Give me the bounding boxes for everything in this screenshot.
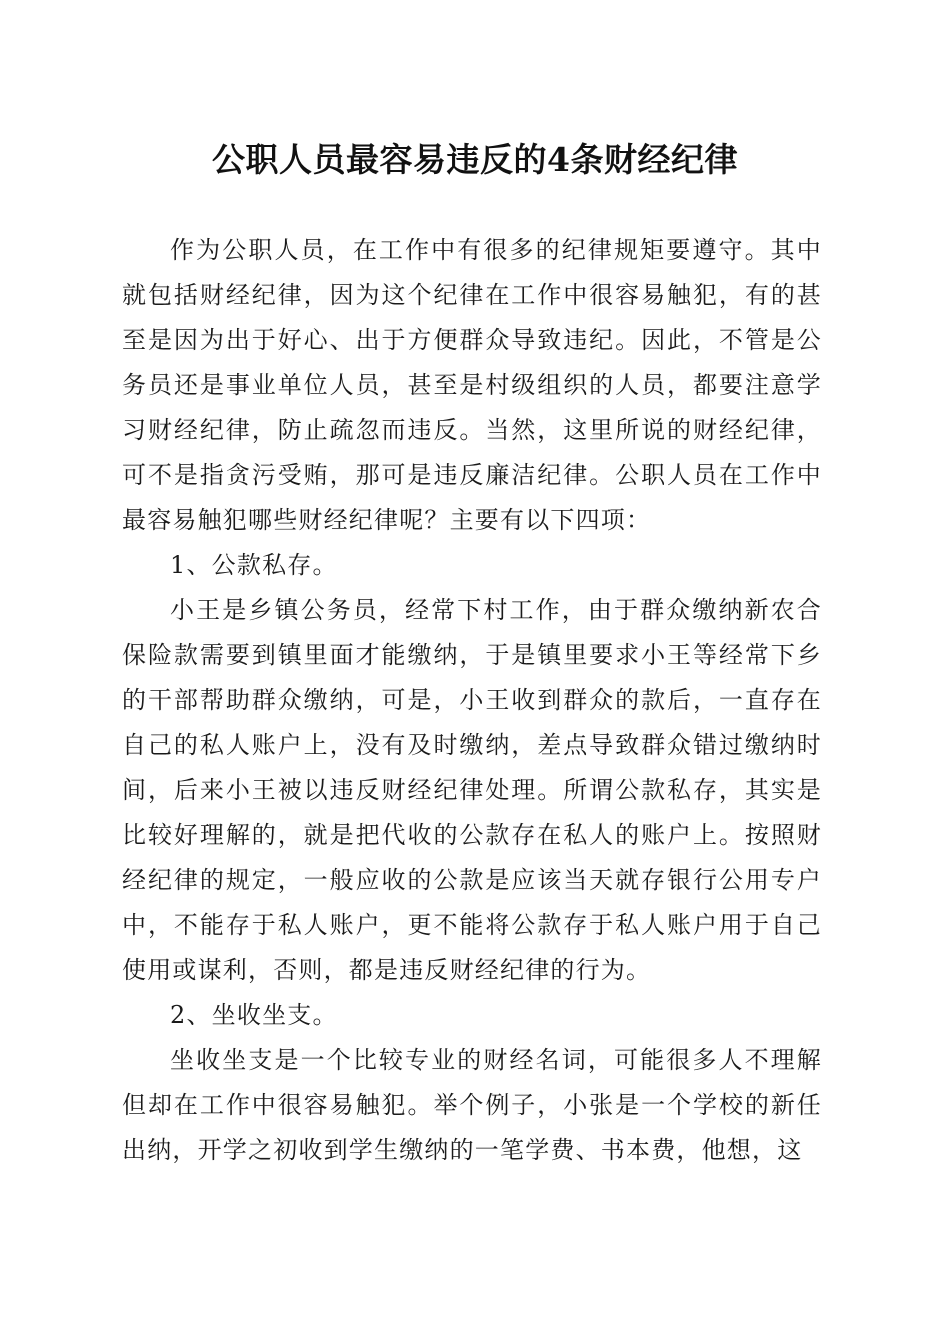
heading-item-2: 2、坐收坐支。 [170,1001,338,1029]
document-body [122,228,822,1173]
paragraph-intro: 作为公职人员，在工作中有很多的纪律规矩要遵守。其中就包括财经纪律，因为这个纪律在工作中很容易触犯，有的甚至是因为出于好心、出于方便群众导致违纪。因此，不管是公务员还是事业单位人员，甚至是村级组织的人员，都要注意学习财经纪律，防止疏忽而违反。当然，这里所说的财经纪律，可不是指贪污受贿，那可是违反廉洁纪律。公职人员在工作中最容易触犯哪些财经纪律呢？主要有以下四项： [122,236,822,534]
paragraph-item-1: 小王是乡镇公务员，经常下村工作，由于群众缴纳新农合保险款需要到镇里面才能缴纳，于是镇里要求小王等经常下乡的干部帮助群众缴纳，可是，小王收到群众的款后，一直存在自己的私人账户上，没有及时缴纳，差点导致群众错过缴纳时间，后来小王被以违反财经纪律处理。所谓公款私存，其实是比较好理解的，就是把代收的公款存在私人的账户上。按照财经纪律的规定，一般应收的公款是应该当天就存银行公用专户中，不能存于私人账户，更不能将公款存于私人账户用于自己使用或谋利，否则，都是违反财经纪律的行为。 [122,596,822,984]
heading-item-1: 1、公款私存。 [170,551,338,579]
document-title: 公职人员最容易违反的4条财经纪律 [212,140,738,179]
paragraph-item-2: 坐收坐支是一个比较专业的财经名词，可能很多人不理解但却在工作中很容易触犯。举个例子，小张是一个学校的新任出纳，开学之初收到学生缴纳的一笔学费、书本费，他想，这 [122,1046,822,1164]
